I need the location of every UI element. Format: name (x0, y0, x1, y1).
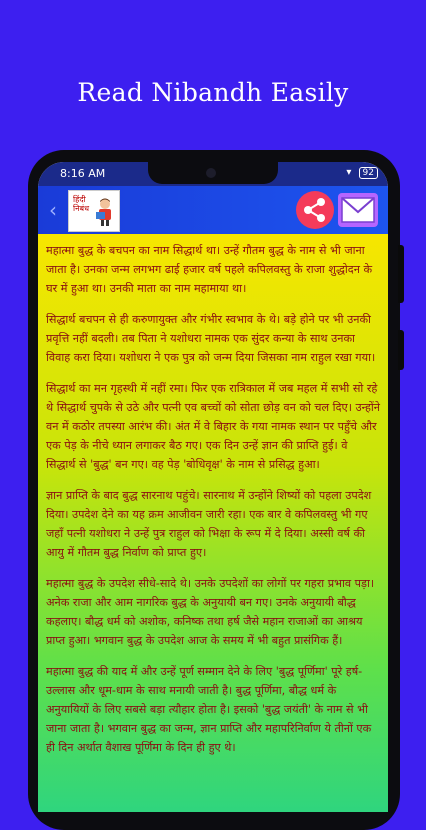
essay-paragraph: ज्ञान प्राप्ति के बाद बुद्ध सारनाथ पहुंचे। सारनाथ में उन्होंने शिष्यों को पहला उपदेश दिया। उपदेश देने का यह क्रम आजीवन जारी रहा। एक बार वे कपिलवस्तु भी गए जहाँ पत्नी यशोधरा ने उन्हें पुत्र राहुल को भिक्षा के रूप में दे दिया। अस्सी वर्ष की आयु में गौतम बुद्ध निर्वाण को प्राप्त हुए। (46, 489, 372, 559)
phone-side-button (398, 330, 404, 370)
status-bar (38, 162, 388, 186)
essay-paragraph: महात्मा बुद्ध की याद में और उन्हें पूर्ण सम्मान देने के लिए 'बुद्ध पूर्णिमा' पूरे हर्ष-उल्लास और धूम-धाम के साथ मनायी जाती है। बुद्ध पूर्णिमा, बौद्ध धर्म के अनुयायियों के लिए सबसे बड़ा त्यौहार होता है। इसको 'बुद्ध जयंती' के नाम से भी जाना जाता है। भगवान बुद्ध का जन्म, ज्ञान प्राप्ति और महापरिनिर्वाण ये तीनों एक ही दिन अर्थात वैशाख पूर्णिमा के दिन ही हुए थे। (46, 665, 372, 754)
essay-paragraph: सिद्धार्थ बचपन से ही करुणायुक्त और गंभीर स्वभाव के थे। बड़े होने पर भी उनकी प्रवृत्ति नहीं बदली। तब पिता ने यशोधरा नामक एक सुंदर कन्या के साथ उनका विवाह करा दिया। यशोधरा ने एक पुत्र को जन्म दिया जिसका नाम राहुल रखा गया। (46, 313, 376, 364)
kid-reading-icon (95, 197, 115, 227)
essay-paragraph: महात्मा बुद्ध के उपदेश सीधे-सादे थे। उनके उपदेशों का लोगों पर गहरा प्रभाव पड़ा। अनेक राजा और आम नागरिक बुद्ध के अनुयायी बन गए। उनके अनुयायी बौद्ध कहलाए। बौद्ध धर्म को अशोक, कनिष्क तथा हर्ष जैसे महान राजाओं का आश्रय प्राप्त हुआ। भगवान बुद्ध के उपदेश आज के समय में भी बहुत प्रासंगिक हैं। (46, 577, 375, 647)
back-arrow-icon[interactable]: ‹ (49, 198, 57, 222)
app-bar (38, 186, 388, 234)
essay-content (38, 234, 388, 812)
app-logo (68, 190, 120, 232)
essay-paragraph: महात्मा बुद्ध के बचपन का नाम सिद्धार्थ था। उन्हें गौतम बुद्ध के नाम से भी जाना जाता है। उनका जन्म लगभग ढाई हजार वर्ष पहले कपिलवस्तु के राजा शुद्धोदन के घर में हुआ था। उनकी माता का नाम महामाया था। (46, 244, 373, 295)
share-icon[interactable] (296, 191, 334, 229)
essay-paragraph: सिद्धार्थ का मन गृहस्थी में नहीं रमा। फिर एक रात्रिकाल में जब महल में सभी सो रहे थे सिद्धार्थ चुपके से उठे और पत्नी एव बच्चों को सोता छोड़ वन को चल दिए। उन्होंने वन में कठोर तपस्या आरंभ की। अंत में वे बिहार के गया नामक स्थान पर पहुँचे और एक पेड़ के नीचे ध्यान लगाकर बैठ गए। एक दिन उन्हें ज्ञान की प्राप्ति हुई। वे सिद्धार्थ से 'बुद्ध' बन गए। वह पेड़ 'बोधिवृक्ष' के नाम से प्रसिद्ध हुआ। (46, 382, 381, 471)
status-time: 8:16 AM (60, 167, 106, 180)
status-icons (346, 167, 378, 179)
camera-icon (206, 168, 216, 178)
battery-icon: 92 (359, 167, 378, 179)
promo-headline: Read Nibandh Easily (77, 78, 349, 107)
camera-notch (148, 162, 278, 184)
phone-screen (38, 162, 388, 812)
phone-side-button (398, 245, 404, 303)
logo-text: हिंदी निबंध (73, 195, 89, 213)
wifi-icon: ▾ (346, 167, 352, 178)
mail-icon[interactable] (338, 193, 378, 227)
